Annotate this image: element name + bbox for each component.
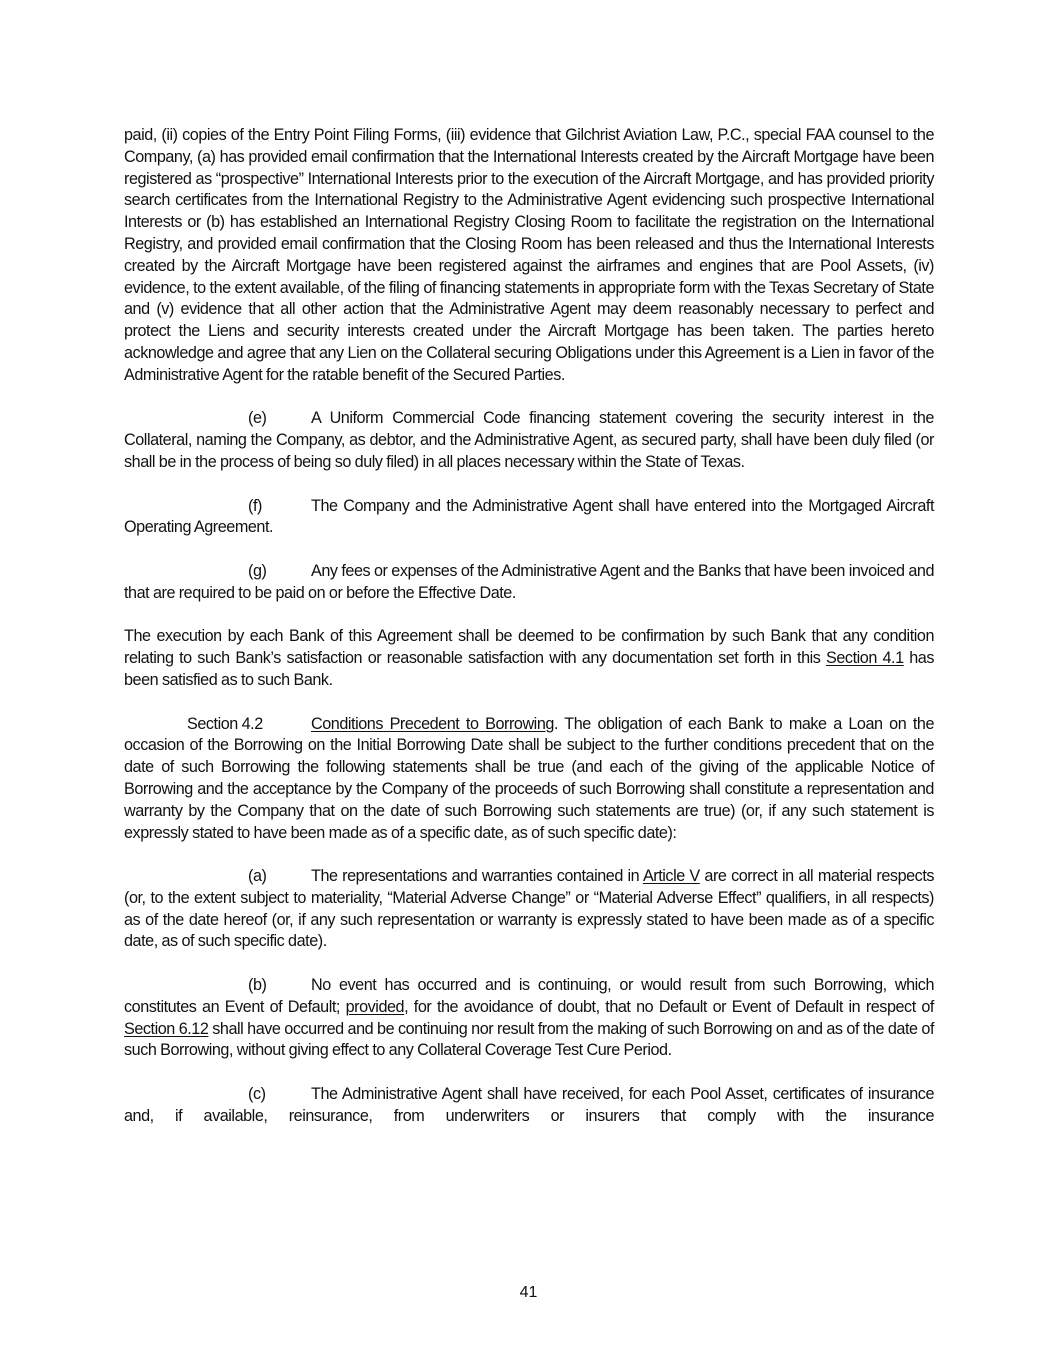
clause-text: A Uniform Commercial Code financing statement covering the security interest in the Collateral, naming the Company, as debtor, and the Administrative Agent, as secured party, shall have been duly filed (or shall be in the process of being so duly filed) in all places necessary within the State of Texas. bbox=[124, 409, 934, 471]
document-page bbox=[124, 125, 934, 1149]
clause-label: (b) bbox=[248, 976, 267, 995]
clause-text: The Company and the Administrative Agent shall have entered into the Mortgaged Aircraft Operating Agreement. bbox=[124, 496, 934, 537]
clause-label: (c) bbox=[248, 1085, 266, 1104]
execution-paragraph bbox=[124, 626, 934, 691]
section-number: Section 4.2 bbox=[187, 714, 263, 733]
execution-text-end: has been satisfied as to such Bank. bbox=[124, 649, 934, 689]
clause-text-mid: , for the avoidance of doubt, that no Default or Event of Default in respect of bbox=[404, 997, 934, 1016]
clause-text-end: shall have occurred and be continuing nor result from the making of such Borrowing on and as of the date of such Borrowing, without giving effect to any Collateral Coverage Test Cure Period. bbox=[124, 1019, 934, 1060]
paragraph-continued: paid, (ii) copies of the Entry Point Filing Forms, (iii) evidence that Gilchrist Aviation Law, P.C., special FAA counsel to the Company, (a) has provided email confirmation that the International Interests created by the Aircraft Mortgage have been registered as “prospective” International Interests prior to the execution of the Aircraft Mortgage, and has provided priority search certificates from the International Registry to the Administrative Agent evidencing such prospective International Interests or (b) has established an International Registry Closing Room to facilitate the registration on the International Registry, and provided email confirmation that the Closing Room has been released and thus the International Interests created by the Aircraft Mortgage have been registered against the airframes and engines that are Pool Assets, (iv) evidence, to the extent available, of the filing of financing statements in appropriate form with the Texas Secretary of State and (v) evidence that all other action that the Administrative Agent may deem reasonably necessary to perfect and protect the Liens and security interests created under the Aircraft Mortgage has been taken. The parties hereto acknowledge and agree that any Lien on the Collateral securing Obligations under this Agreement is a Lien in favor of the Administrative Agent for the ratable benefit of the Secured Parties. bbox=[124, 126, 934, 384]
provided-term: provided bbox=[345, 997, 405, 1016]
clause-text-end: are correct in all material respects (or, to the extent subject to materiality, “Material Adverse Change” or “Material Adverse Effect” qualifiers, in all respects) as of the date hereof (or, if any such representation or warranty is expressly stated to have been made as of a specific date, as of such specific date). bbox=[124, 867, 935, 951]
clause-text: No event has occurred and is continuing, or would result from such Borrowing, which constitutes an Event of Default; bbox=[124, 976, 934, 1016]
clause-g bbox=[124, 561, 934, 605]
clause-text: Any fees or expenses of the Administrative Agent and the Banks that have been invoiced and that are required to be paid on or before the Effective Date. bbox=[124, 561, 934, 602]
execution-text: The execution by each Bank of this Agreement shall be deemed to be confirmation by such Bank that any condition relating to such Bank’s satisfaction or reasonable satisfaction with any documentation set forth in this bbox=[124, 627, 934, 668]
clause-f bbox=[124, 496, 934, 540]
section-heading: Conditions Precedent to Borrowing bbox=[311, 714, 554, 733]
clause-e bbox=[124, 408, 934, 473]
clause-text: The representations and warranties contained in bbox=[311, 867, 643, 886]
section-4-2 bbox=[124, 714, 934, 845]
clause-label: (a) bbox=[248, 867, 267, 886]
clause-c bbox=[124, 1084, 934, 1128]
clause-a bbox=[124, 866, 934, 953]
page-number: 41 bbox=[519, 1284, 538, 1301]
section-text: . The obligation of each Bank to make a Loan on the occasion of the Borrowing on the Initial Borrowing Date shall be subject to the further conditions precedent that on the date of such Borrowing the following statements shall be true (and each of the giving of the applicable Notice of Borrowing and the acceptance by the Company of the proceeds of such Borrowing shall constitute a representation and warranty by the Company that on the date of such Borrowing such statements are true) (or, if any such statement is expressly stated to have been made as of a specific date, as of such specific date): bbox=[124, 714, 934, 842]
section-6-12-reference[interactable]: Section 6.12 bbox=[124, 1019, 209, 1038]
clause-label: (f) bbox=[248, 496, 262, 515]
clause-label: (e) bbox=[248, 409, 267, 428]
clause-text: The Administrative Agent shall have received, for each Pool Asset, certificates of insurance and, if available, reinsurance, from underwriters or insurers that comply with the insurance bbox=[124, 1085, 934, 1125]
section-4-1-reference[interactable]: Section 4.1 bbox=[826, 649, 904, 668]
clause-b bbox=[124, 975, 934, 1062]
article-v-reference[interactable]: Article V bbox=[642, 867, 700, 886]
clause-label: (g) bbox=[248, 561, 267, 580]
